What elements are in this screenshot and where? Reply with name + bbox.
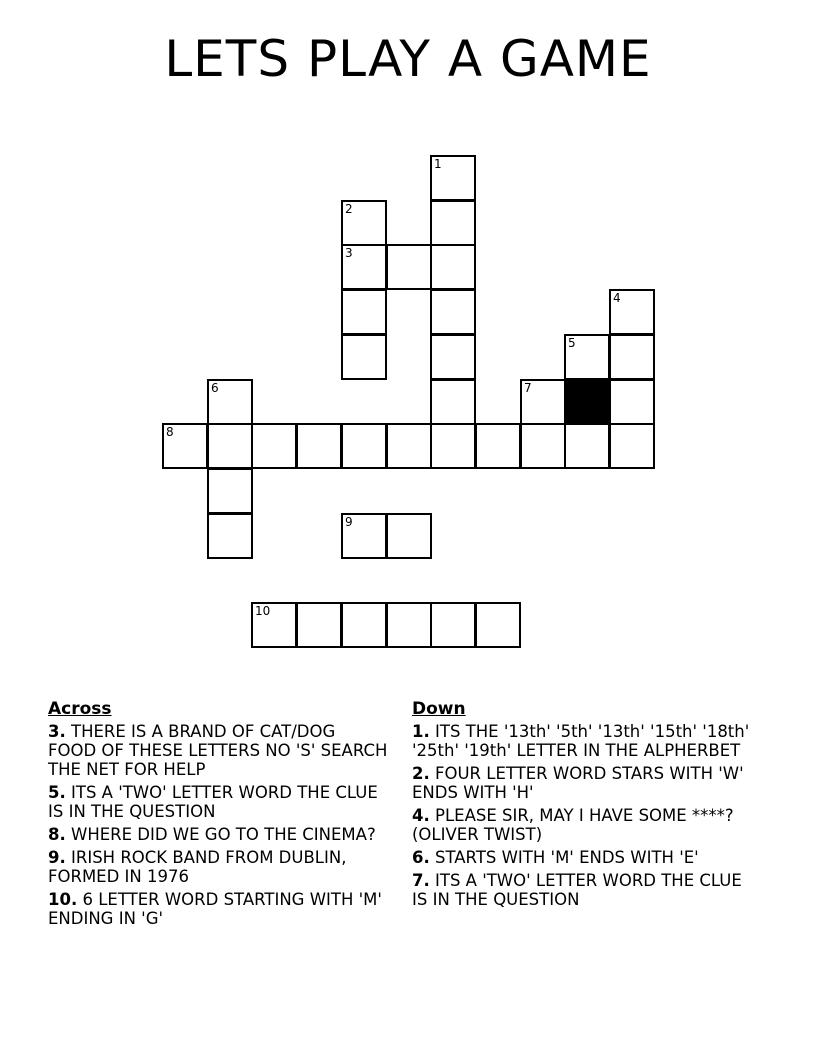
- clue-number: 7.: [412, 871, 430, 890]
- clue-number-label: 4: [613, 291, 621, 305]
- down-clues: [412, 700, 752, 913]
- crossword-cell[interactable]: [609, 379, 655, 425]
- clue-number: 5.: [48, 783, 66, 802]
- clue-number-label: 8: [166, 425, 174, 439]
- page-title: LETS PLAY A GAME: [164, 30, 652, 88]
- clue-down: [412, 848, 752, 867]
- clue-text: WHERE DID WE GO TO THE CINEMA?: [71, 825, 376, 844]
- clue-across: [48, 722, 388, 779]
- crossword-cell[interactable]: [296, 423, 342, 469]
- crossword-cell[interactable]: [430, 379, 476, 425]
- crossword-cell[interactable]: [520, 423, 566, 469]
- clue-text: ITS THE '13th' '5th' '13th' '15th' '18th' '25th' '19th' LETTER IN THE ALPHERBET: [412, 722, 750, 760]
- clue-text: THERE IS A BRAND OF CAT/DOG FOOD OF THESE LETTERS NO 'S' SEARCH THE NET FOR HELP: [48, 722, 388, 779]
- crossword-cell[interactable]: [207, 513, 253, 559]
- clue-across: [48, 890, 388, 928]
- clue-number: 2.: [412, 764, 430, 783]
- clue-number: 10.: [48, 890, 78, 909]
- crossword-cell[interactable]: [430, 200, 476, 246]
- crossword-cell[interactable]: [386, 423, 432, 469]
- crossword-cell[interactable]: [162, 423, 208, 469]
- crossword-cell[interactable]: [609, 289, 655, 335]
- crossword-cell[interactable]: [341, 602, 387, 648]
- clue-text: ITS A 'TWO' LETTER WORD THE CLUE IS IN THE QUESTION: [412, 871, 742, 909]
- crossword-cell[interactable]: [341, 513, 387, 559]
- crossword-cell[interactable]: [609, 423, 655, 469]
- clue-across: [48, 825, 388, 844]
- crossword-cell[interactable]: [475, 602, 521, 648]
- clue-number: 8.: [48, 825, 66, 844]
- clue-number-label: 6: [211, 381, 219, 395]
- crossword-cell[interactable]: [430, 423, 476, 469]
- crossword-cell[interactable]: [430, 289, 476, 335]
- crossword-cell[interactable]: [430, 602, 476, 648]
- crossword-cell[interactable]: [430, 334, 476, 380]
- clue-down: [412, 764, 752, 802]
- crossword-cell[interactable]: [207, 379, 253, 425]
- crossword-cell[interactable]: [386, 244, 432, 290]
- clue-down: [412, 871, 752, 909]
- clue-down: [412, 722, 752, 760]
- clue-number-label: 5: [568, 336, 576, 350]
- clue-text: 6 LETTER WORD STARTING WITH 'M' ENDING IN 'G': [48, 890, 382, 928]
- clue-number-label: 7: [524, 381, 532, 395]
- clue-number: 6.: [412, 848, 430, 867]
- clue-text: STARTS WITH 'M' ENDS WITH 'E': [435, 848, 699, 867]
- clue-across: [48, 848, 388, 886]
- crossword-cell[interactable]: [609, 334, 655, 380]
- crossword-block: [564, 379, 610, 425]
- clue-text: FOUR LETTER WORD STARS WITH 'W' ENDS WITH 'H': [412, 764, 744, 802]
- crossword-cell[interactable]: [386, 513, 432, 559]
- crossword-cell[interactable]: [296, 602, 342, 648]
- clue-number-label: 2: [345, 202, 353, 216]
- across-heading: Across: [48, 699, 112, 719]
- crossword-cell[interactable]: [564, 334, 610, 380]
- crossword-cell[interactable]: [341, 200, 387, 246]
- clue-number-label: 3: [345, 246, 353, 260]
- crossword-cell[interactable]: [430, 155, 476, 201]
- crossword-cell[interactable]: [207, 468, 253, 514]
- crossword-cell[interactable]: [207, 423, 253, 469]
- down-heading: Down: [412, 699, 466, 719]
- crossword-cell[interactable]: [520, 379, 566, 425]
- crossword-cell[interactable]: [251, 423, 297, 469]
- clue-text: IRISH ROCK BAND FROM DUBLIN, FORMED IN 1976: [48, 848, 347, 886]
- clue-number: 4.: [412, 806, 430, 825]
- clue-number: 3.: [48, 722, 66, 741]
- clue-number-label: 10: [255, 604, 271, 618]
- clue-text: PLEASE SIR, MAY I HAVE SOME ****? (OLIVER TWIST): [412, 806, 734, 844]
- crossword-cell[interactable]: [475, 423, 521, 469]
- clue-text: ITS A 'TWO' LETTER WORD THE CLUE IS IN THE QUESTION: [48, 783, 378, 821]
- crossword-cell[interactable]: [341, 334, 387, 380]
- crossword-cell[interactable]: [386, 602, 432, 648]
- crossword-cell[interactable]: [341, 289, 387, 335]
- clue-number-label: 1: [434, 157, 442, 171]
- clue-across: [48, 783, 388, 821]
- crossword-cell[interactable]: [251, 602, 297, 648]
- crossword-cell[interactable]: [341, 423, 387, 469]
- clue-number: 9.: [48, 848, 66, 867]
- crossword-cell[interactable]: [430, 244, 476, 290]
- across-clues: [48, 700, 388, 932]
- crossword-cell[interactable]: [564, 423, 610, 469]
- clue-number: 1.: [412, 722, 430, 741]
- clue-down: [412, 806, 752, 844]
- crossword-cell[interactable]: [341, 244, 387, 290]
- clue-number-label: 9: [345, 515, 353, 529]
